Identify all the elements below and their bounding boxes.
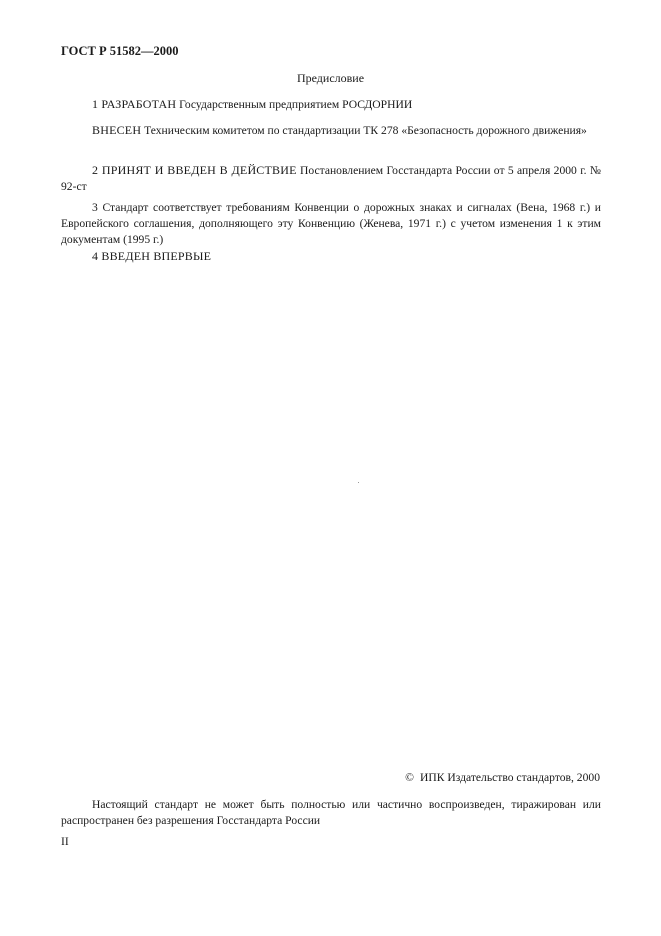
item-introduced-by [61, 122, 601, 139]
item-developed [61, 96, 601, 113]
item-developed-text: Государственным предприятием РОСДОРНИИ [176, 98, 413, 111]
item-introduced-by-text: Техническим комитетом по стандартизации ТК 278 «Безопасность дорожного движения» [141, 124, 587, 137]
copyright-line [405, 771, 600, 784]
item-first-introduced [61, 248, 601, 265]
speck-mark [358, 482, 359, 483]
item-introduced-by-lead: ВНЕСЕН [92, 123, 142, 137]
item-conformity [61, 199, 601, 248]
page-number: II [61, 835, 69, 848]
reproduction-notice: Настоящий стандарт не может быть полностью или частично воспроизведен, тиражирован или распространен без разрешения Госстандарта России [61, 798, 601, 827]
copyright-icon: © [405, 771, 414, 784]
item-first-introduced-lead: 4 ВВЕДЕН ВПЕРВЫЕ [92, 249, 212, 263]
item-adopted-text: Постановлением Госстандарта России от 5 апреля 2000 г. № 92-ст [61, 164, 601, 193]
copyright-text: ИПК Издательство стандартов, 2000 [419, 771, 600, 784]
item-conformity-text: 3 Стандарт соответствует требованиям Конвенции о дорожных знаках и сигналах (Вена, 1968 г.) и Европейского соглашения, дополняющего эту Конвенцию (Женева, 1971 г.) с учетом изменения 1 к этим документам (1995 г.) [61, 201, 601, 246]
preface-title: Предисловие [296, 71, 365, 85]
item-developed-lead: 1 РАЗРАБОТАН [92, 97, 177, 111]
standard-id-header: ГОСТ Р 51582—2000 [61, 44, 179, 58]
item-adopted-lead: 2 ПРИНЯТ И ВВЕДЕН В ДЕЙСТВИЕ [92, 163, 297, 177]
item-adopted [61, 162, 601, 195]
